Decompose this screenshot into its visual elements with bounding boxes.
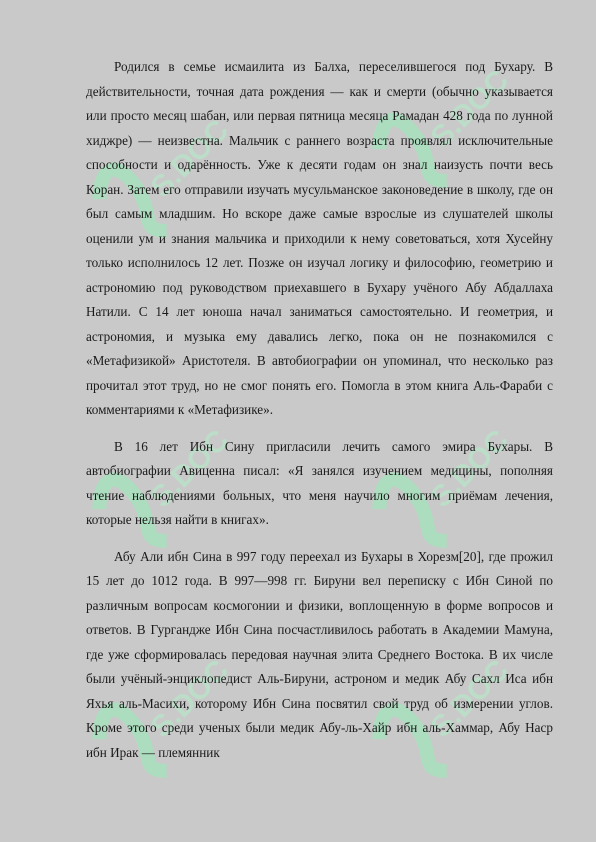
- paragraph: В 16 лет Ибн Сину пригласили лечить самого эмира Бухары. В автобиографии Авиценна писал: «Я занялся изучением медицины, пополняя чтение наблюдениями больных, что меня научило многим приёмам лечения, которые нельзя найти в книгах».: [86, 438, 553, 527]
- watermark-text: S.DOC: [144, 423, 236, 515]
- watermark-text: S.DOC: [144, 653, 236, 745]
- paragraph: Абу Али ибн Сина в 997 году переехал из Бухары в Хорезм[20], где прожил 15 лет до 1012 года. В 997—998 гг. Бируни вел переписку с Ибн Синой по различным вопросам космогонии и физики, воплощенную в форме вопросов и ответов. В Гургандже Ибн Сина посчастливилось работать в Академии Мамуна, где уже сформировалась передовая научная элита Среднего Востока. В их числе были учёный-энциклопедист Аль-Бируни, астроном и медик Абу Сахл Иса ибн Яхья аль-Масихи, которому Ибн Сина посвятил свой труд об измерении углов. Кроме этого среди ученых были медик Абу-ль-Хайр ибн аль-Хаммар, Абу Наср ибн Ирак — племянник: [86, 548, 553, 760]
- document-body: [86, 55, 553, 777]
- watermark-text: S.DOC: [424, 423, 516, 515]
- watermark-text: S.DOC: [424, 63, 516, 155]
- watermark-text: S.DOC: [424, 653, 516, 745]
- watermark-text: S.DOC: [144, 113, 236, 205]
- paragraph: Родился в семье исмаилита из Балха, переселившегося под Бухару. В действительности, точная дата рождения — как и смерти (обычно указывается или просто месяц шабан, или первая пятница месяца Рамадан 428 года по лунной хиджре) — неизвестна. Мальчик с раннего возраста проявлял исключительные способности и одарённость. Уже к десяти годам он знал наизусть почти весь Коран. Затем его отправили изучать мусульманское законоведение в школу, где он был самым младшим. Но вскоре даже самые взрослые из слушателей школы оценили ум и знания мальчика и приходили к нему советоваться, хотя Хусейну только исполнилось 12 лет. Позже он изучал логику и философию, геометрию и астрономию под руководством приехавшего в Бухару учёного Абу Абдаллаха Натили. С 14 лет юноша начал заниматься самостоятельно. И геометрия, и астрономия, и музыка ему давались легко, пока он не познакомился с «Метафизикой» Аристотеля. В автобиографии он упоминал, что несколько раз прочитал этот труд, но не смог понять его. Помогла в этом книга Аль-Фараби с комментариями к «Метафизике».: [86, 59, 553, 417]
